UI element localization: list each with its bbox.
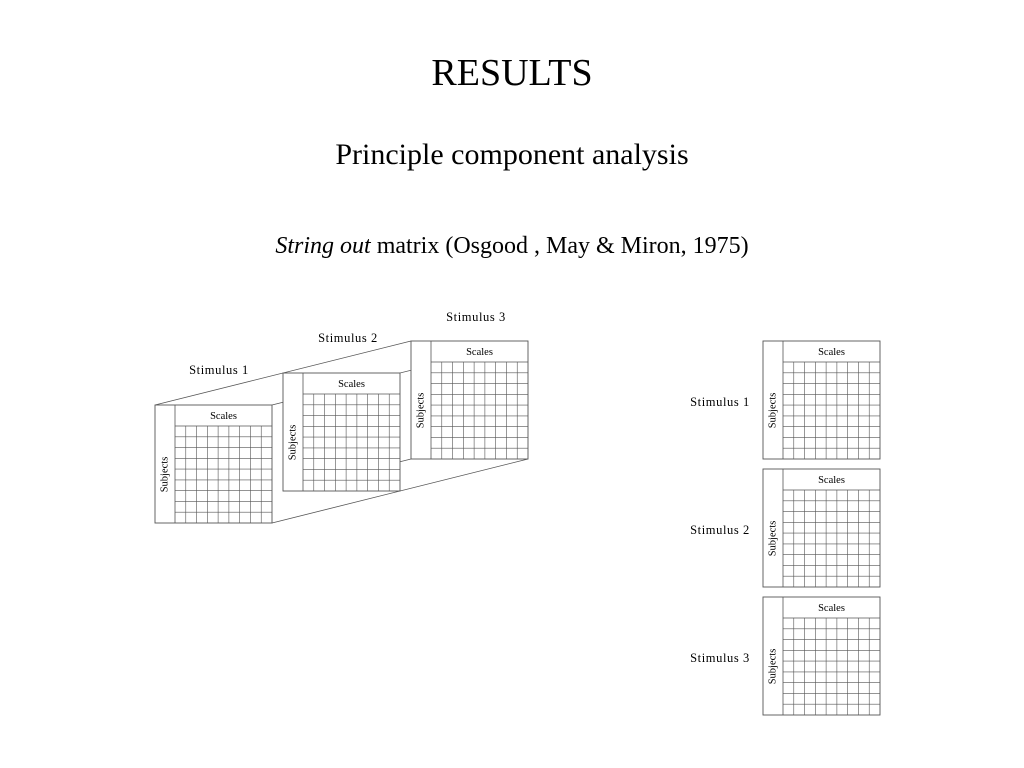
stack-stimulus-label-2: Stimulus 2 (318, 330, 378, 345)
stack-matrix-2-frame (283, 373, 400, 491)
stringout-matrix-3-frame (763, 597, 880, 715)
stack-matrix-1-subjects-label: Subjects (159, 456, 171, 493)
stack-matrix-3-scales-label: Scales (466, 346, 493, 358)
citation-rest: matrix (Osgood , May & Miron, 1975) (370, 233, 749, 259)
stack-stimulus-label-3: Stimulus 3 (446, 309, 506, 324)
stringout-stimulus-label-1: Stimulus 1 (690, 394, 750, 409)
slide-subtitle: Principle component analysis (335, 138, 689, 171)
stack-matrix-3-subjects-label: Subjects (415, 392, 427, 429)
stringout-matrix-3-subjects-label: Subjects (767, 648, 779, 685)
stack-matrix-1-scales-label: Scales (210, 410, 237, 422)
stringout-matrix-1-frame (763, 341, 880, 459)
slide-title: RESULTS (431, 52, 593, 94)
stack-matrix-2-subjects-label: Subjects (287, 424, 299, 461)
stringout-matrix-2-subjects-label: Subjects (767, 520, 779, 557)
stack-stimulus-label-1: Stimulus 1 (189, 362, 249, 377)
stack-matrix-1-frame (155, 405, 272, 523)
stringout-matrix-1-scales-label: Scales (818, 346, 845, 358)
stringout-matrix-2-frame (763, 469, 880, 587)
stack-matrix-2-scales-label: Scales (338, 378, 365, 390)
stringout-stimulus-label-2: Stimulus 2 (690, 522, 750, 537)
citation-italic: String out (275, 233, 371, 259)
stringout-stimulus-label-3: Stimulus 3 (690, 650, 750, 665)
stringout-matrix-2-scales-label: Scales (818, 474, 845, 486)
stringout-matrix-1-subjects-label: Subjects (767, 392, 779, 429)
stack-matrix-3-frame (411, 341, 528, 459)
stringout-matrix-3-scales-label: Scales (818, 602, 845, 614)
